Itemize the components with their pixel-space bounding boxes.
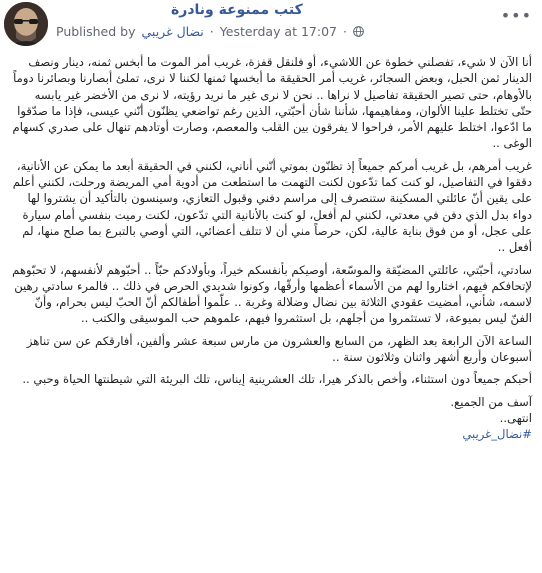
post-timestamp[interactable]: Yesterday at 17:07: [219, 24, 337, 39]
post-paragraph: الساعة الآن الرابعة بعد الظهر، من السابع والعشرون من مارس سبعة عشر وألفين، أفارقكم عن سن تناهز أسبوعان وأربع أشهر واثنان وثلاثون سنة ..: [26, 333, 532, 365]
page-avatar[interactable]: [4, 2, 48, 46]
post-paragraph: غريب أمرهم، بل غريب أمركم جميعاً إذ تظنّون بموتي أنّني أناني، لكنني في الحقيقة أبعد ما يمكن عن الأنانية، دققوا في التفاصيل، لو كنت كما تدّعون لكنت التهمت ما استطعت من أدوية أمي المريضة ورحلت، لكنني أعلم على يقين أنّ عائلتي المسكينة ستنصرف إلى مراسم دفني وقبول التعازي، وسينسون بالتأكيد أن يشتروا لها دواء بدل الذي دفن في معدتي، لكنني لم أفعل، لو كنت بالأنانية التي تدّعون، لكنت رميت بنفسي أمام سيارة على عجل، أو من فوق بناية عالية، لكن، حرصاً مني أن لا تتلف أعضائي، التي أوصي بالتبرع بما صلح منها، لم أفعل ..: [12, 158, 532, 255]
author-name[interactable]: نضال غريبي: [141, 24, 204, 39]
globe-icon[interactable]: [353, 26, 364, 37]
more-options-icon[interactable]: •••: [500, 6, 532, 25]
meta-separator: ·: [343, 24, 347, 39]
meta-separator: ·: [209, 24, 214, 39]
post-paragraph: أنا الآن لا شيء، تفصلني خطوة عن اللاشيء، أو فلنقل قفزة، غريب أمر الموت ما أبخس ثمنه، دينار ونصف الدينار ثمن الحبل، وبعض السجائر، غريب أمر الحقيقة ما أبخسها ثمنها لكننا لا نرى، تملئ أبصارنا وبصائرنا دوماً بالأوهام، حتى تصير الحقيقة تفاصيل لا نراها .. نحن لا نرى غير ما نريد رؤيته، لا نرى من الأخضر غير يابسه حتّى تختلط علينا الألوان، ومفاهيمها، شأننا شأن أحبّتي، الذين رغم تواضعي يظنّون أنّني عيسى، فإذا ما صدّقوا ما ادّعوا، اختلط عليهم الأمر، فراحوا لا يفرقون بين القلب والمعصم، وصارت أوتادهم تنهال على صدري كسهام الوغى ..: [12, 55, 532, 151]
published-by-label: Published by: [56, 24, 136, 39]
post-header: [0, 0, 542, 50]
post-body: [12, 54, 532, 443]
closing-line: آسف من الجميع.: [450, 394, 532, 409]
post-paragraph: سادتي، أحبّتي، عائلتي المضيّقة والموسّعة، أوصيكم بأنفسكم خيراً، وبأولادكم حبّاً .. أحبّوهم لأنفسهم، لا تحبّوهم لإتحافكم فيهم، اختاروا لهم من الأسماء أعظمها وأرقّها، وكونوا شديدي الحرص في ذلك .. فالمرء سادتي رهين لاسمه، شأني، أمضيت عقودي الثلاثة بين نضال وضلالة وغربة .. علّموا أطفالكم أنّ الحبّ ليس بحرام، وأنّ الفنّ ليس بميوعة، لا تستثمروا من أجلهم، بل استثمروا فيهم، علموهم حب الموسيقى والكتب ..: [12, 262, 532, 326]
post-paragraph: أحبكم جميعاً دون استثناء، وأخص بالذكر هيرا، تلك العشرينية إيناس، تلك البريئة التي شيطنتها الحياة وحبي ..: [22, 372, 532, 387]
post-meta: [56, 24, 364, 39]
hashtag-link[interactable]: #نضال_غريبي: [462, 427, 532, 442]
closing-line: انتهى..: [499, 410, 532, 425]
page-name[interactable]: كتب ممنوعة ونادرة: [171, 2, 303, 18]
avatar-photo-icon: [4, 2, 48, 46]
